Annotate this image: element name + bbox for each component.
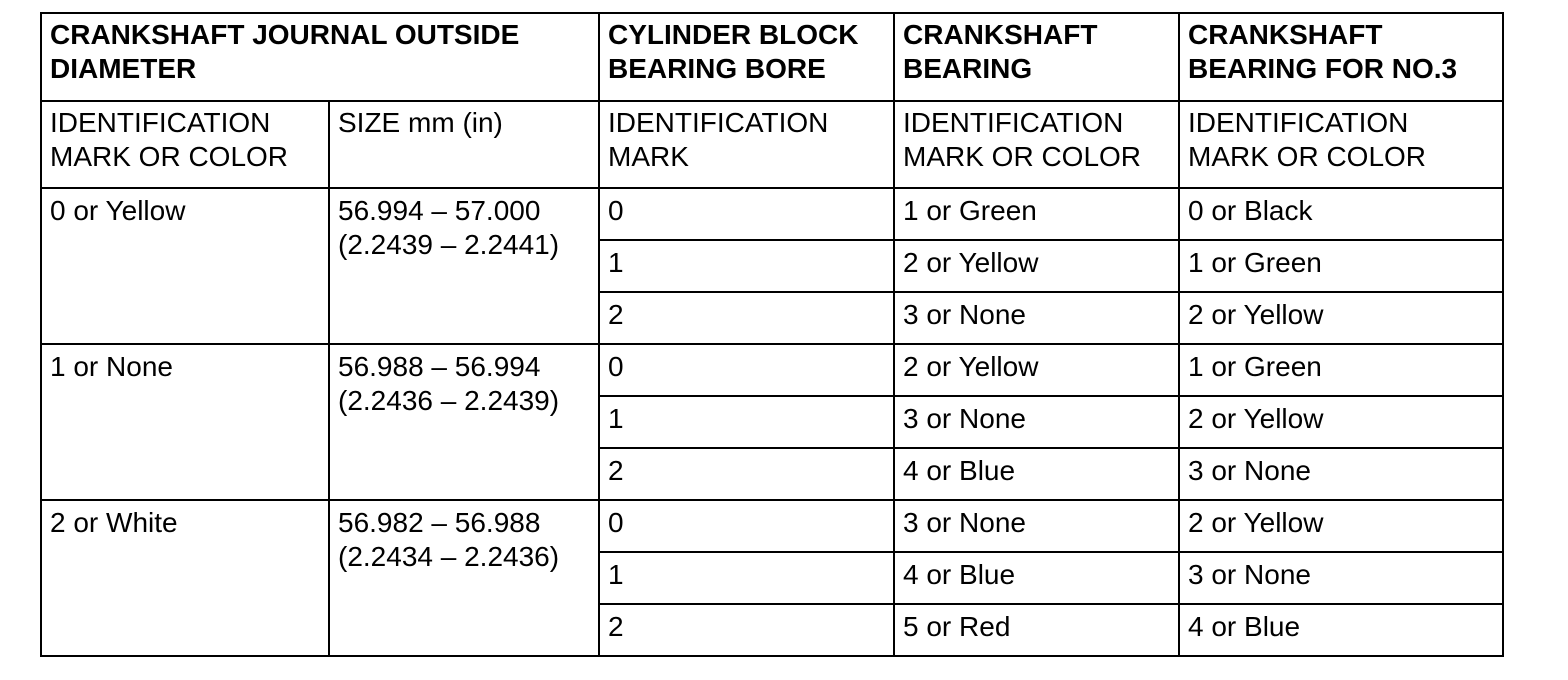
subheader-bearing-no3-mark: IDENTIFICATION MARK OR COLOR [1179,101,1503,188]
bearing-no3-mark-cell: 3 or None [1179,552,1503,604]
bore-mark-cell: 1 [599,396,894,448]
bore-mark-cell: 2 [599,604,894,656]
bearing-no3-mark-cell: 2 or Yellow [1179,500,1503,552]
subheader-size: SIZE mm (in) [329,101,599,188]
size-in: (2.2436 – 2.2439) [338,385,560,416]
table-row [41,500,1503,552]
bearing-no3-mark-cell: 1 or Green [1179,240,1503,292]
bearing-mark-cell: 4 or Blue [894,448,1179,500]
bearing-no3-mark-cell: 1 or Green [1179,344,1503,396]
bore-mark-cell: 1 [599,240,894,292]
header-cylinder-block-bearing-bore: CYLINDER BLOCK BEARING BORE [599,13,894,101]
journal-size-cell [329,500,599,656]
size-in: (2.2439 – 2.2441) [338,229,560,260]
subheader-bore-mark: IDENTIFICATION MARK [599,101,894,188]
journal-size-cell [329,188,599,344]
bearing-mark-cell: 2 or Yellow [894,344,1179,396]
bearing-no3-mark-cell: 2 or Yellow [1179,396,1503,448]
bearing-mark-cell: 2 or Yellow [894,240,1179,292]
table-row [41,188,1503,240]
table-row [41,344,1503,396]
size-mm: 56.988 – 56.994 [338,351,541,382]
size-mm: 56.982 – 56.988 [338,507,541,538]
bearing-no3-mark-cell: 3 or None [1179,448,1503,500]
subheader-row [41,101,1503,188]
bearing-mark-cell: 3 or None [894,396,1179,448]
bearing-mark-cell: 1 or Green [894,188,1179,240]
journal-mark-cell: 0 or Yellow [41,188,329,344]
bore-mark-cell: 0 [599,188,894,240]
bearing-no3-mark-cell: 4 or Blue [1179,604,1503,656]
size-in: (2.2434 – 2.2436) [338,541,560,572]
size-mm: 56.994 – 57.000 [338,195,541,226]
subheader-journal-mark: IDENTIFICATION MARK OR COLOR [41,101,329,188]
bearing-selection-table-wrapper [40,12,1504,657]
bore-mark-cell: 2 [599,292,894,344]
bearing-no3-mark-cell: 2 or Yellow [1179,292,1503,344]
header-crankshaft-bearing-no3: CRANKSHAFT BEARING FOR NO.3 [1179,13,1503,101]
header-row [41,13,1503,101]
bore-mark-cell: 2 [599,448,894,500]
journal-size-cell [329,344,599,500]
bearing-mark-cell: 4 or Blue [894,552,1179,604]
bore-mark-cell: 1 [599,552,894,604]
header-journal-outside-diameter: CRANKSHAFT JOURNAL OUTSIDE DIAMETER [41,13,599,101]
bearing-no3-mark-cell: 0 or Black [1179,188,1503,240]
header-crankshaft-bearing: CRANKSHAFT BEARING [894,13,1179,101]
journal-mark-cell: 2 or White [41,500,329,656]
bearing-mark-cell: 3 or None [894,292,1179,344]
bearing-mark-cell: 3 or None [894,500,1179,552]
subheader-bearing-mark: IDENTIFICATION MARK OR COLOR [894,101,1179,188]
bearing-mark-cell: 5 or Red [894,604,1179,656]
bearing-selection-table [40,12,1504,657]
journal-mark-cell: 1 or None [41,344,329,500]
bore-mark-cell: 0 [599,500,894,552]
bore-mark-cell: 0 [599,344,894,396]
